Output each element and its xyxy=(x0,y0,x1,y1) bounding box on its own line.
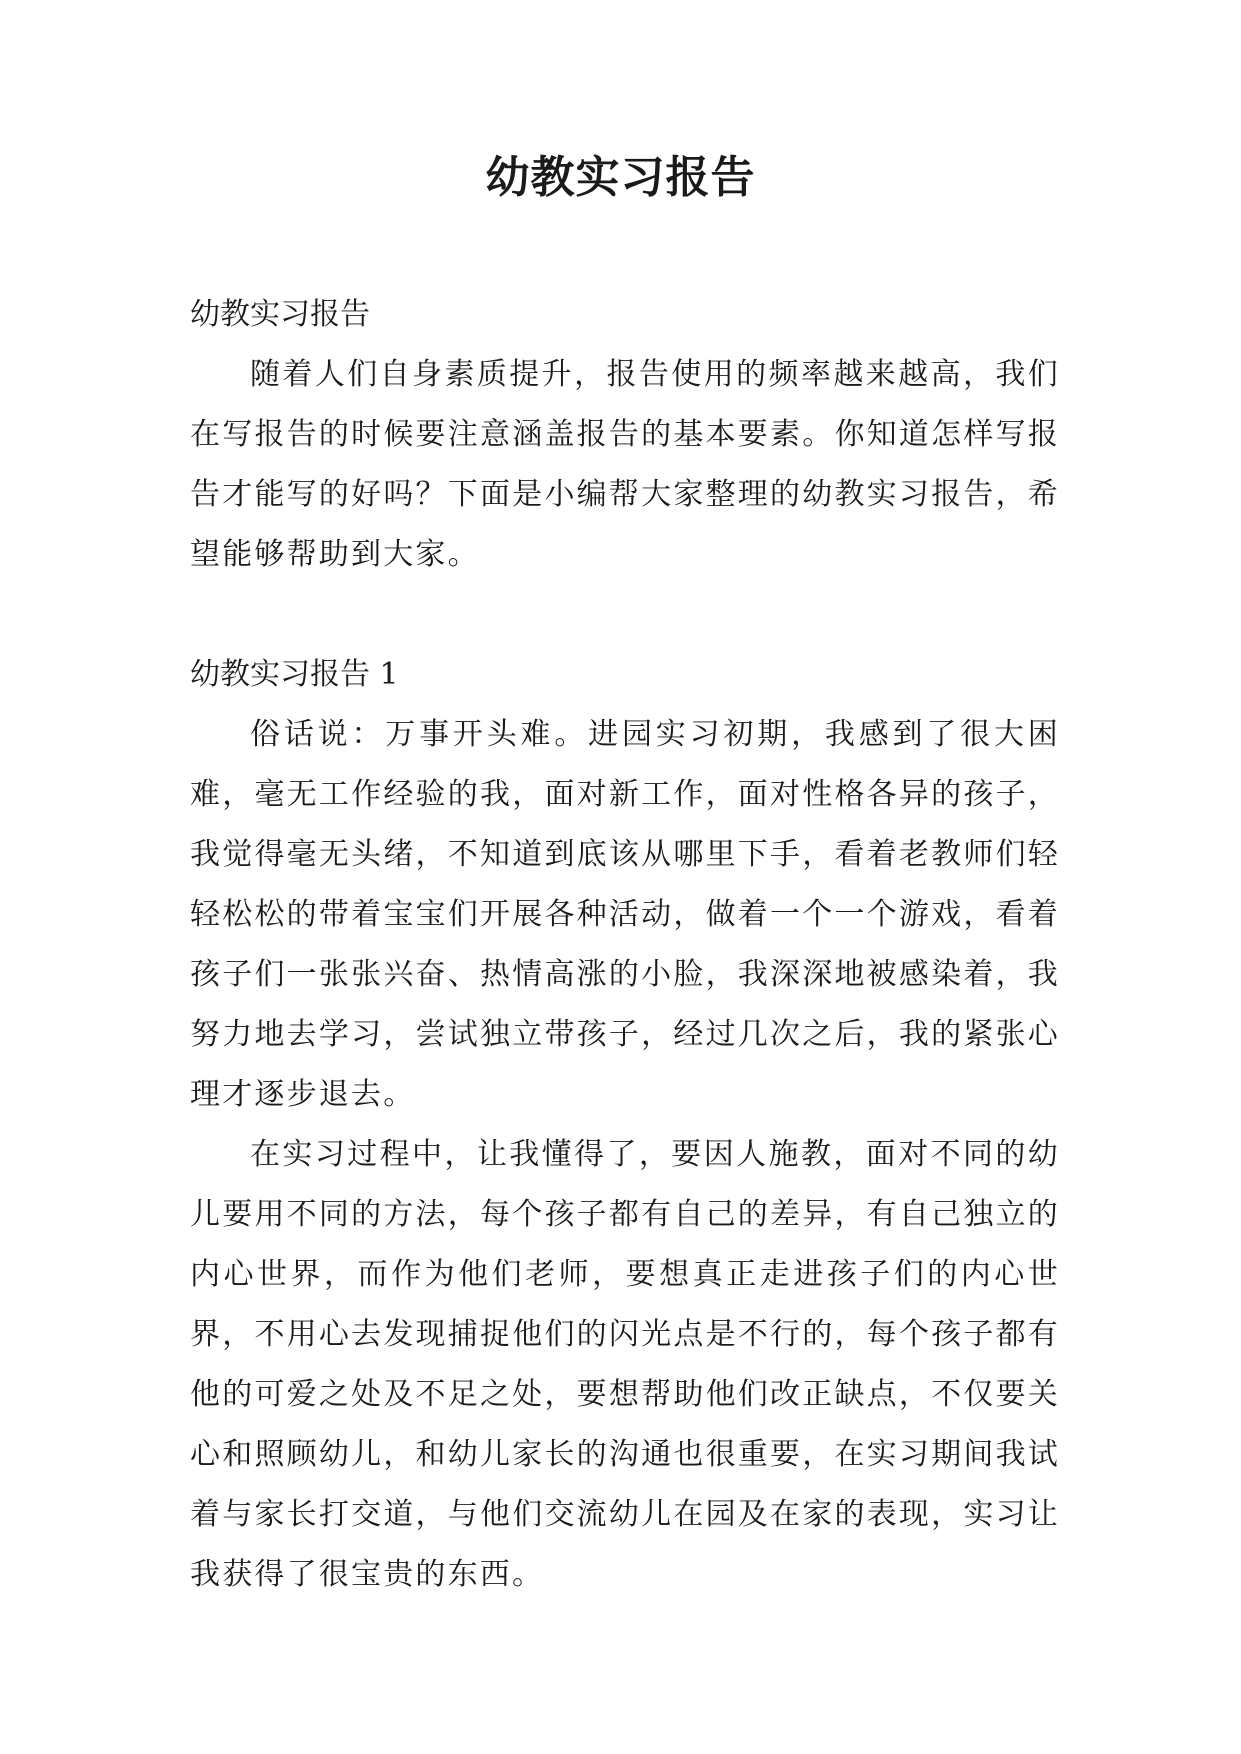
section-spacer xyxy=(190,585,1060,645)
section1-heading: 幼教实习报告 1 xyxy=(190,657,399,692)
intro-paragraph: 随着人们自身素质提升，报告使用的频率越来越高，我们在写报告的时候要注意涵盖报告的基本要素。你知道怎样写报告才能写的好吗？下面是小编帮大家整理的幼教实习报告，希望能够帮助到大家。 xyxy=(190,357,1060,572)
section1-paragraph-1: 俗话说：万事开头难。进园实习初期，我感到了很大困难，毫无工作经验的我，面对新工作，面对性格各异的孩子，我觉得毫无头绪，不知道到底该从哪里下手，看着老教师们轻轻松松的带着宝宝们开展各种活动，做着一个一个游戏，看着孩子们一张张兴奋、热情高涨的小脸，我深深地被感染着，我努力地去学习，尝试独立带孩子，经过几次之后，我的紧张心理才逐步退去。 xyxy=(190,717,1060,1112)
intro-heading: 幼教实习报告 xyxy=(190,297,370,332)
document-title: 幼教实习报告 xyxy=(485,152,756,203)
document-body xyxy=(190,285,1060,1605)
section1-paragraph-2: 在实习过程中，让我懂得了，要因人施教，面对不同的幼儿要用不同的方法，每个孩子都有自己的差异，有自己独立的内心世界，而作为他们老师，要想真正走进孩子们的内心世界，不用心去发现捕捉他们的闪光点是不行的，每个孩子都有他的可爱之处及不足之处，要想帮助他们改正缺点，不仅要关心和照顾幼儿，和幼儿家长的沟通也很重要，在实习期间我试着与家长打交道，与他们交流幼儿在园及在家的表现，实习让我获得了很宝贵的东西。 xyxy=(190,1137,1060,1592)
